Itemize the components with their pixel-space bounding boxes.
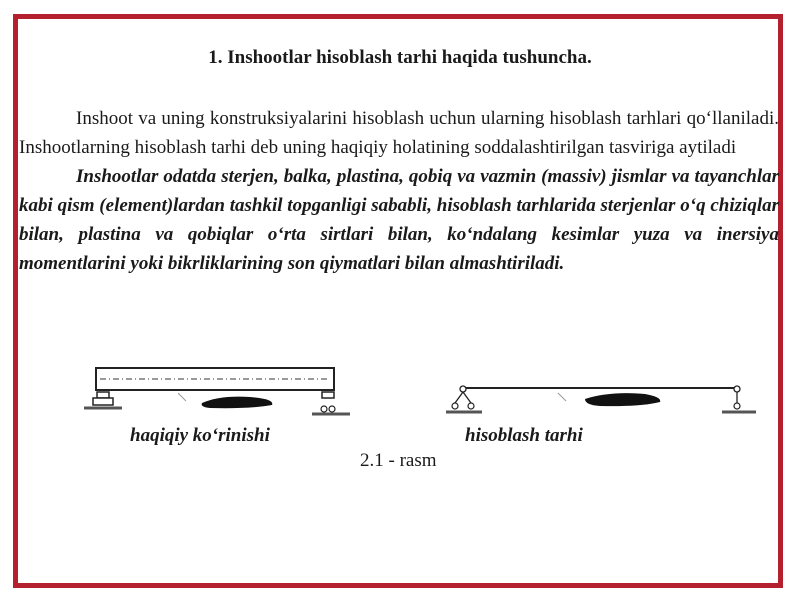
slide-frame	[13, 14, 783, 588]
real-beam-drawing	[84, 368, 350, 414]
caption-real-view: haqiqiy ko‘rinishi	[130, 425, 270, 446]
figure-number: 2.1 - rasm	[360, 450, 437, 471]
calc-scheme-drawing	[446, 386, 756, 412]
paragraph-intro: Inshoot va uning konstruksiyalarini hisoblash uchun ularning hisoblash tarhlari qo‘llaniladi. Inshootlarning hisoblash tarhi deb uning haqiqiy holatining soddalashtirilgan tasviriga aytiladi	[19, 108, 779, 158]
body-text	[19, 104, 779, 278]
page-title: 1. Inshootlar hisoblash tarhi haqida tushuncha.	[208, 47, 592, 68]
caption-calc-scheme: hisoblash tarhi	[465, 425, 583, 446]
paragraph-emphasis: Inshootlar odatda sterjen, balka, plastina, qobiq va vazmin (massiv) jismlar va tayanchlar kabi qism (element)lardan tashkil topganligi sababli, hisoblash tarhlarida sterjenlar o‘q chiziqlar bilan, plastina va qobiqlar o‘rta sirtlari bilan, ko‘ndalang kesimlar yuza va inersiya momentlarini yoki bikrliklarining son qiymatlari bilan almashtiriladi.	[19, 166, 779, 274]
beam-diagram	[0, 355, 800, 425]
